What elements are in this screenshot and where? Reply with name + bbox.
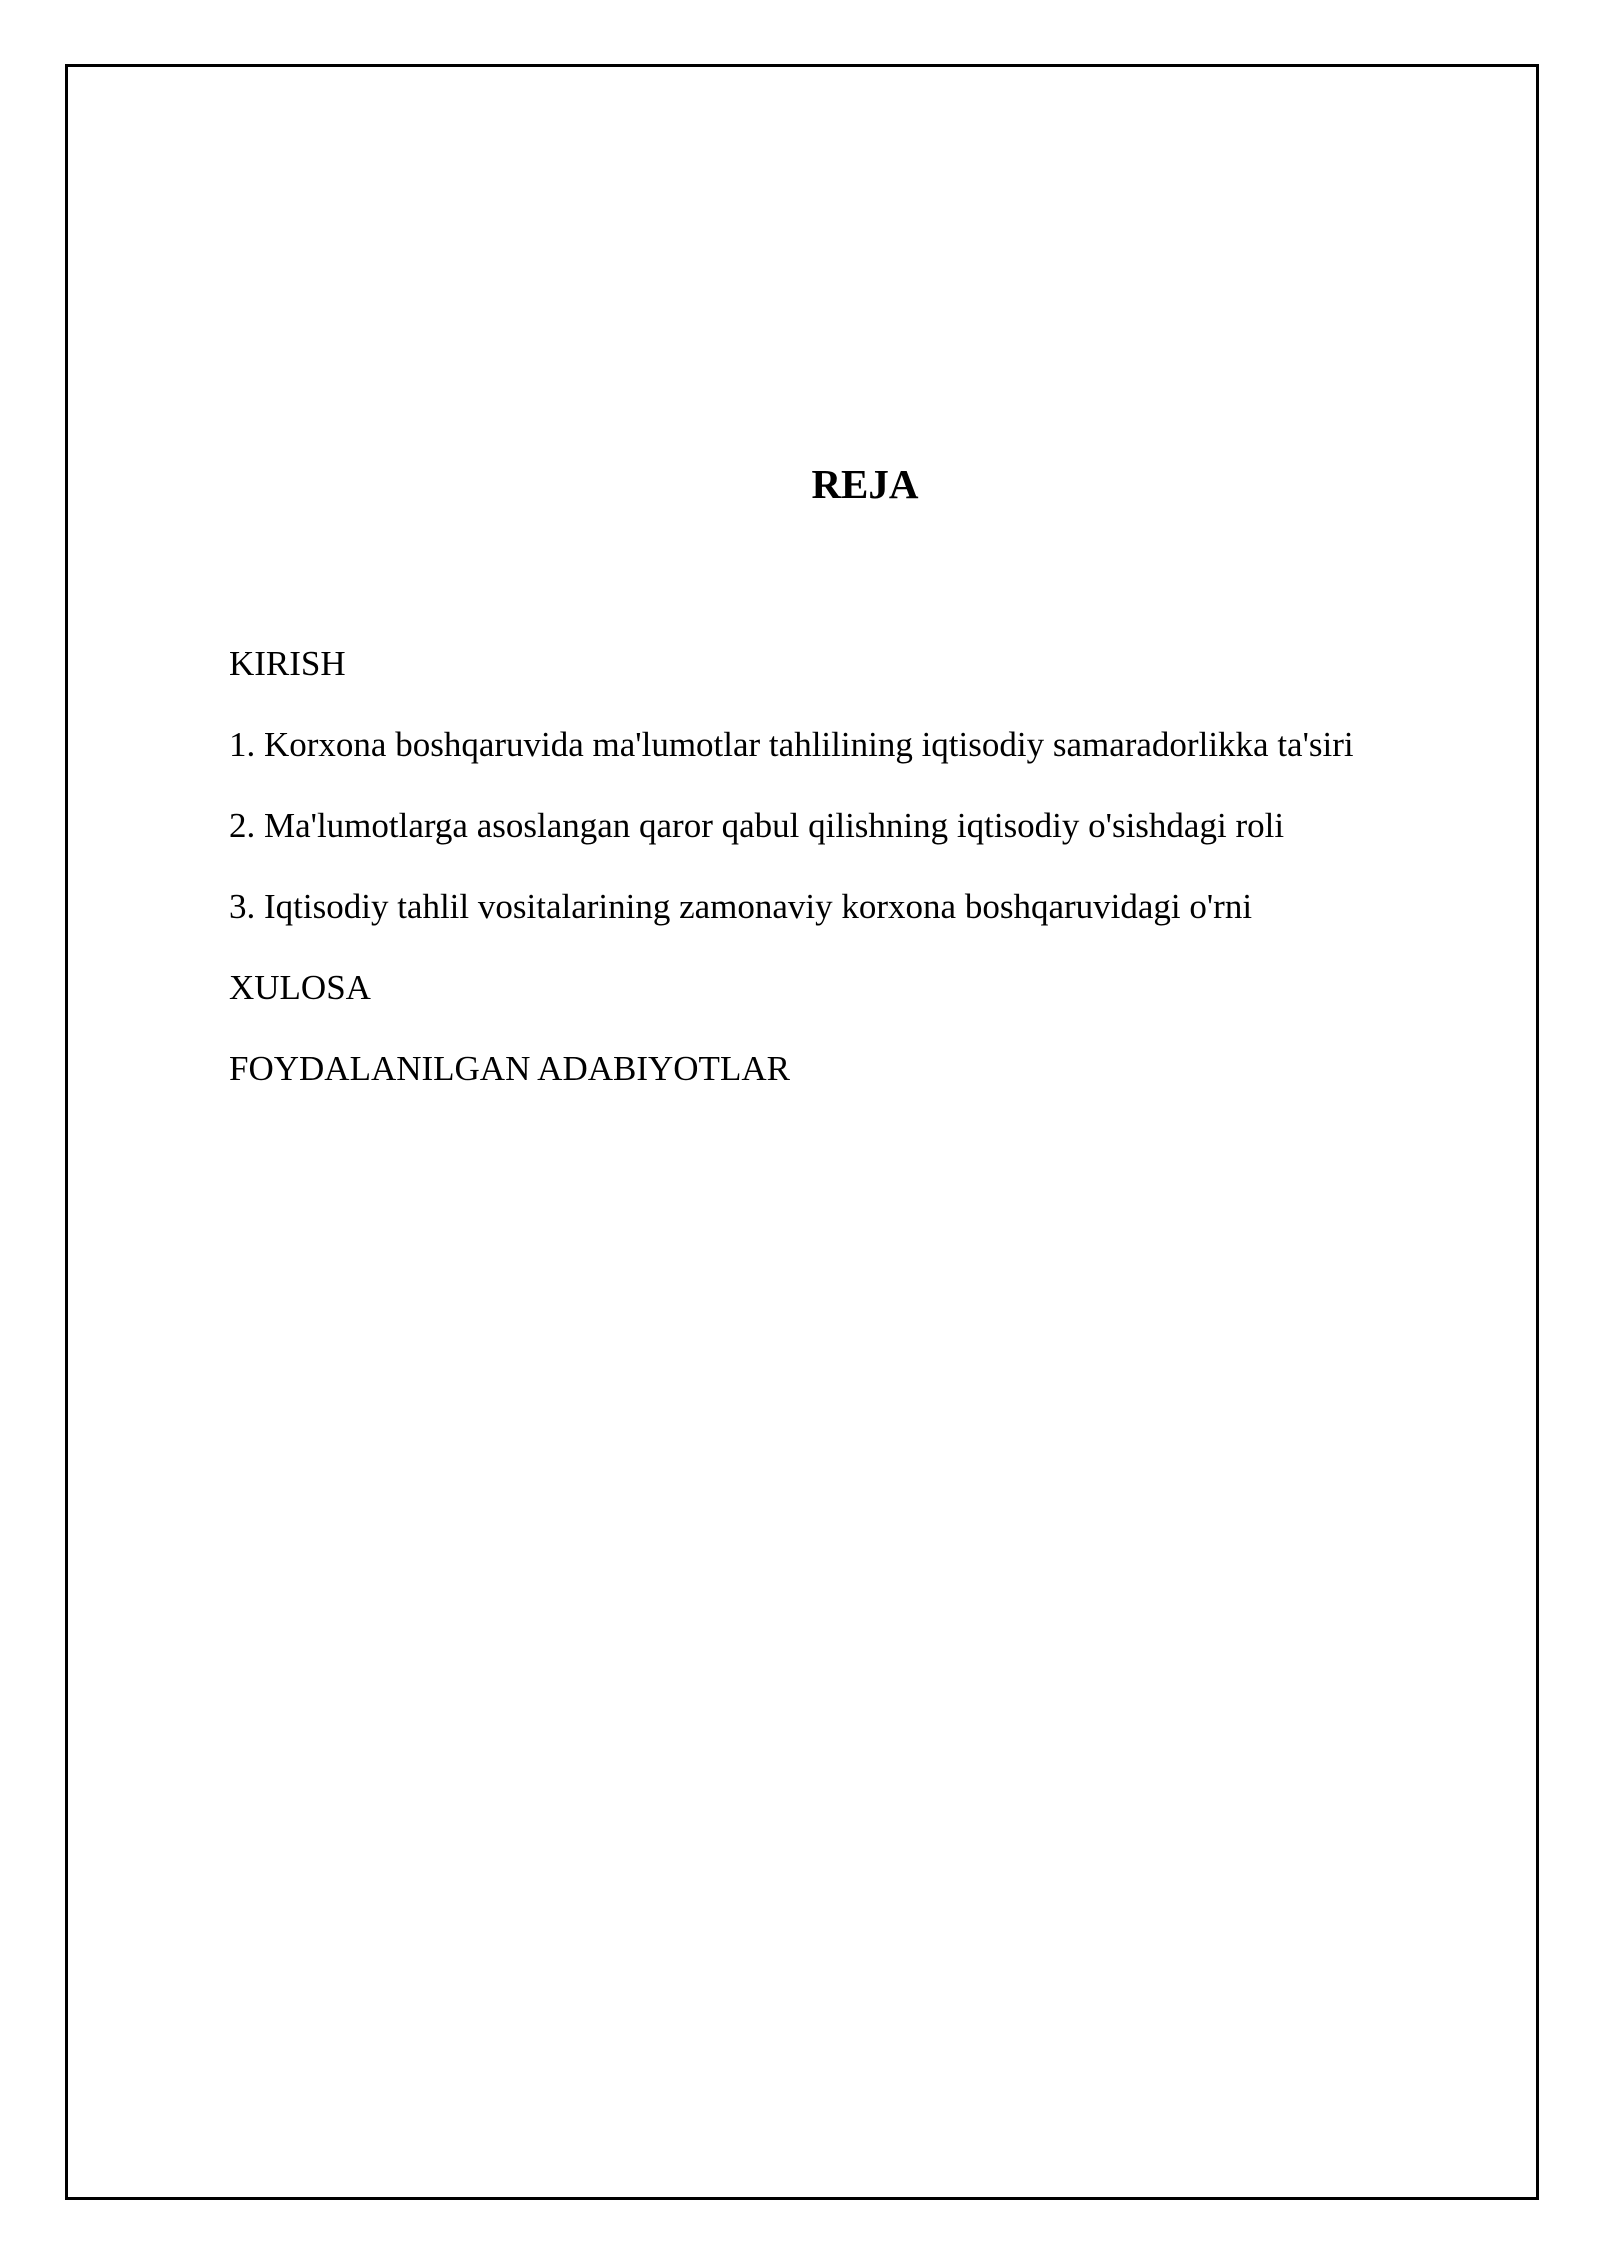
toc-item-conclusion: XULOSA [229, 968, 371, 1007]
table-of-contents [229, 640, 1500, 1126]
toc-item-references: FOYDALANILGAN ADABIYOTLAR [229, 1049, 790, 1088]
toc-item-section-1: 1. Korxona boshqaruvida ma'lumotlar tahlilining iqtisodiy samaradorlikka ta'siri [229, 725, 1354, 764]
toc-item-introduction: KIRISH [229, 644, 346, 683]
page-title: REJA [811, 461, 919, 507]
toc-item-section-3: 3. Iqtisodiy tahlil vositalarining zamonaviy korxona boshqaruvidagi o'rni [229, 887, 1253, 926]
toc-item-section-2: 2. Ma'lumotlarga asoslangan qaror qabul qilishning iqtisodiy o'sishdagi roli [229, 806, 1285, 845]
page-border [65, 64, 1539, 2200]
